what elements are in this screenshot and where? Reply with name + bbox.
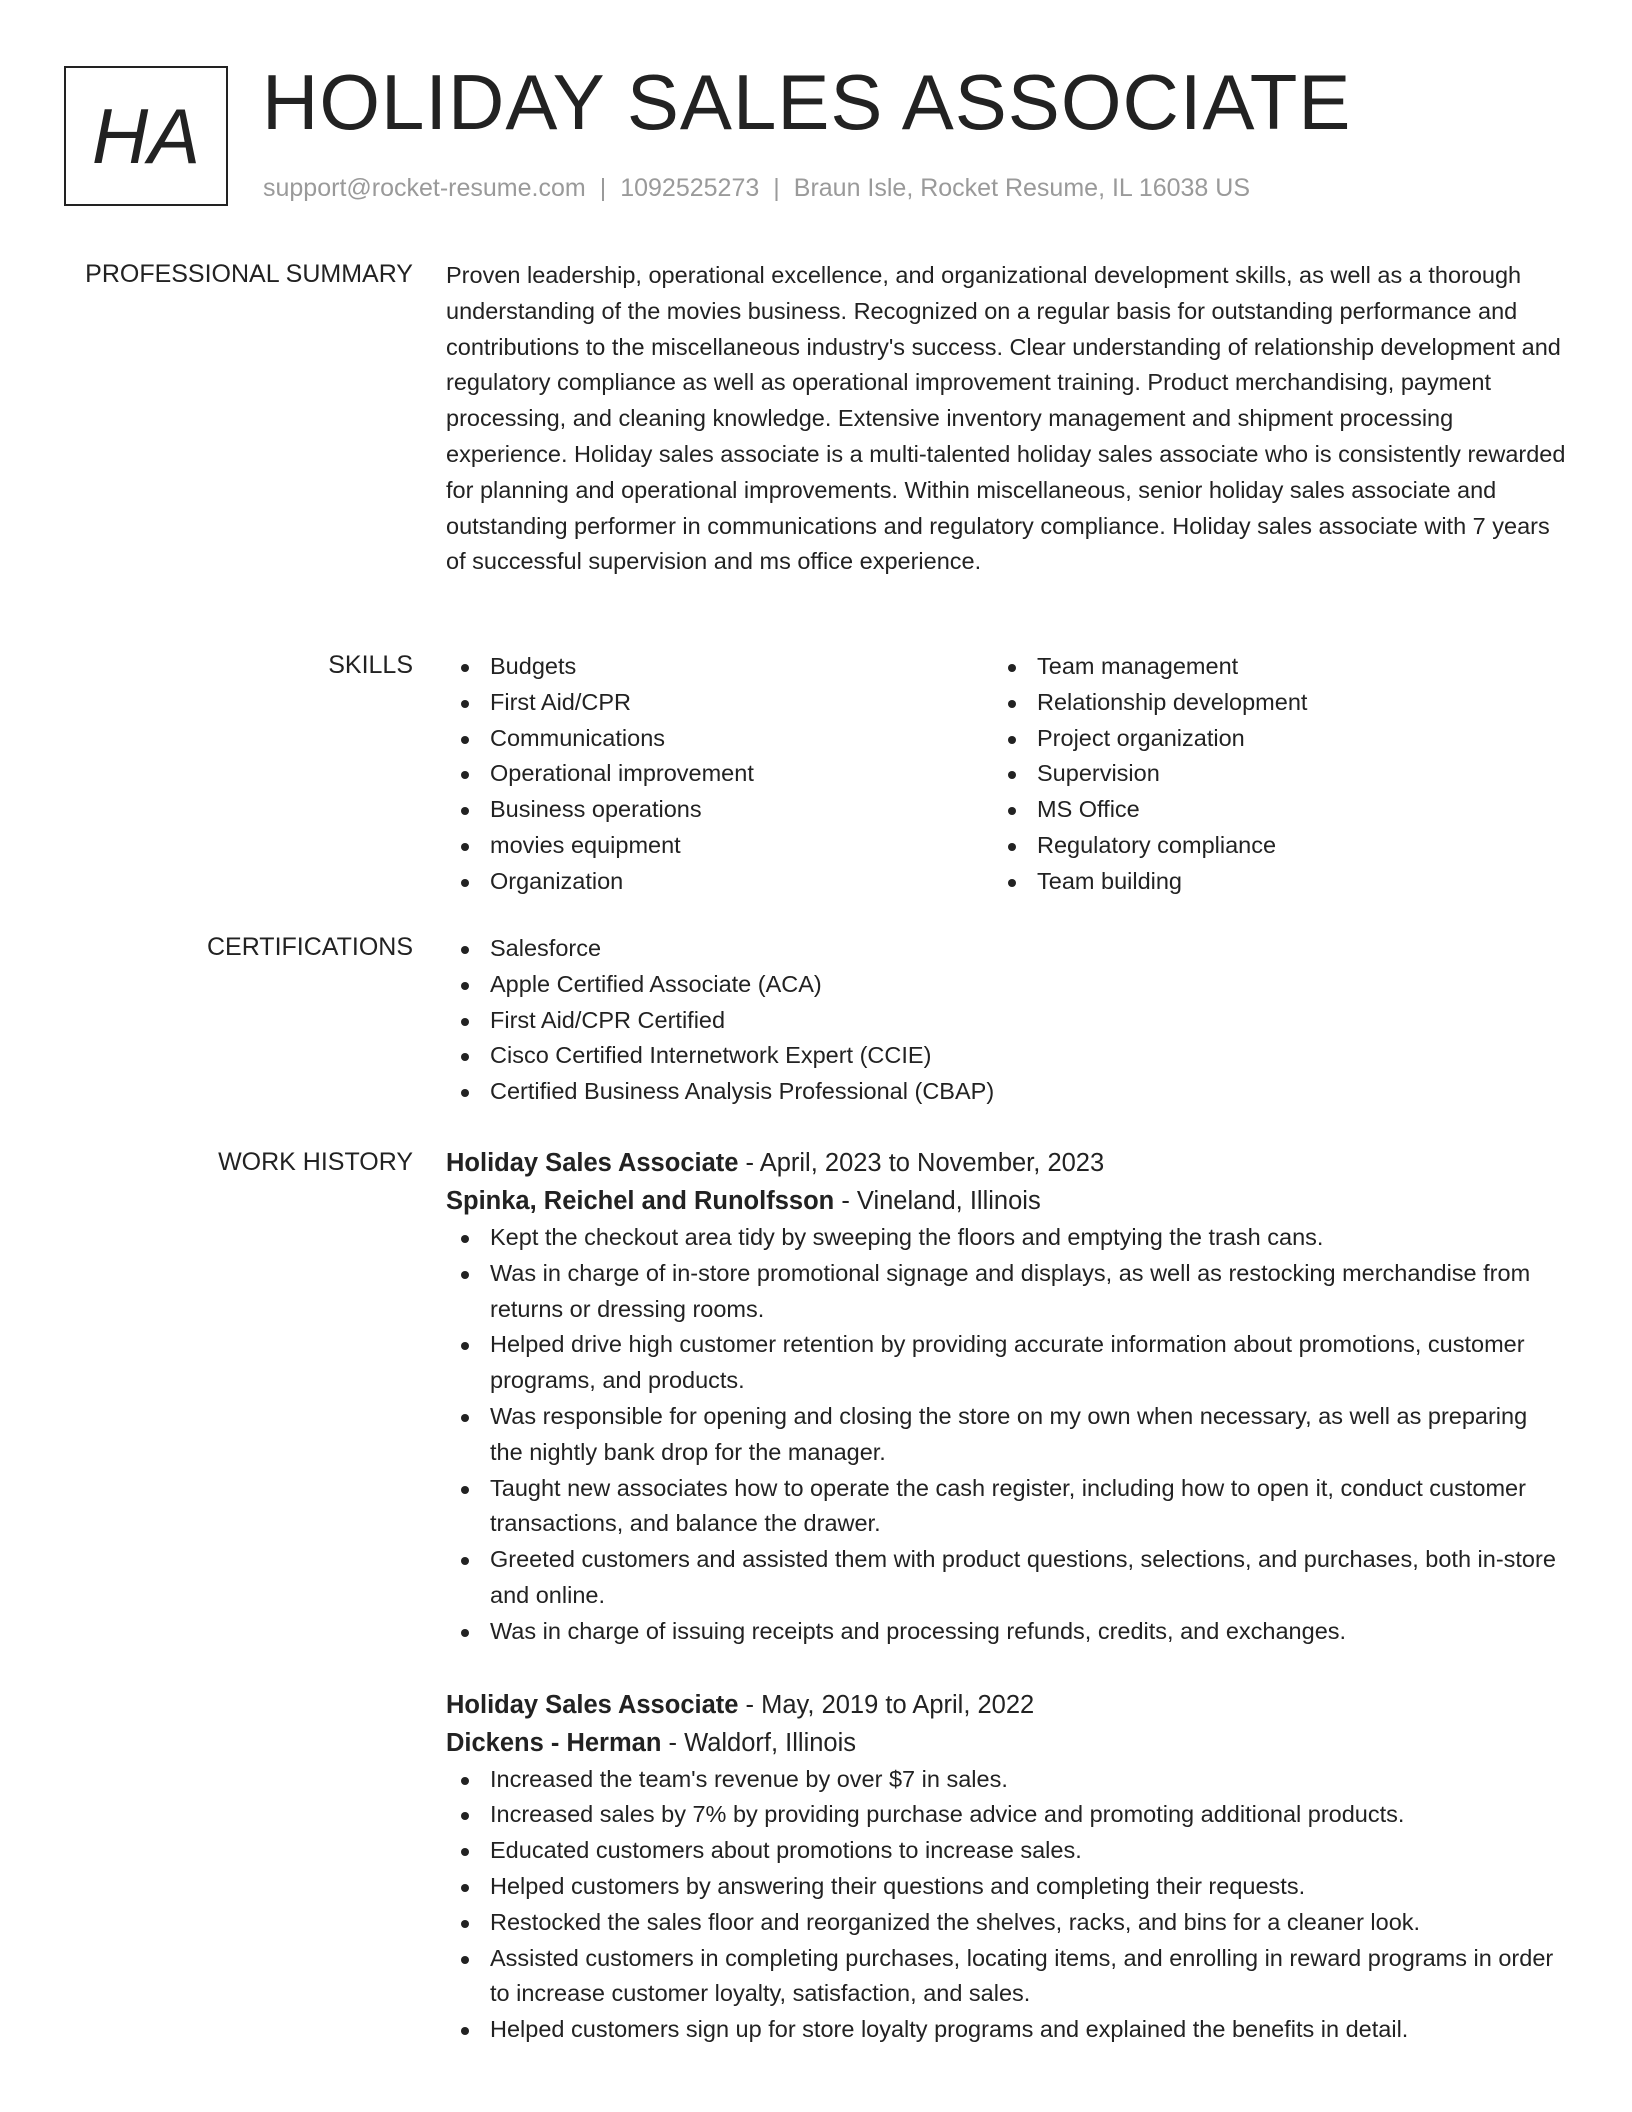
job-duty-item: Kept the checkout area tidy by sweeping the floors and emptying the trash cans.	[446, 1220, 1566, 1256]
job-entry	[446, 1144, 1566, 1650]
skills-list-left	[446, 649, 993, 900]
skill-item: Regulatory compliance	[993, 828, 1540, 864]
job-duty-item: Was in charge of in-store promotional signage and displays, as well as restocking merchandise from returns or dressing rooms.	[446, 1256, 1566, 1328]
contact-phone[interactable]: 1092525273	[620, 174, 760, 202]
job-title-line	[446, 1686, 1566, 1724]
job-title: Holiday Sales Associate	[446, 1690, 739, 1719]
job-duties-list	[446, 1762, 1566, 2048]
job-location: - Vineland, Illinois	[834, 1187, 1041, 1215]
job-title-line	[446, 1144, 1566, 1182]
certification-item: Certified Business Analysis Professional (CBAP)	[446, 1074, 1566, 1110]
job-duty-item: Helped customers sign up for store loyalty programs and explained the benefits in detail.	[446, 2012, 1566, 2048]
skill-item: Organization	[446, 864, 993, 900]
job-company: Spinka, Reichel and Runolfsson	[446, 1187, 835, 1215]
job-duty-item: Helped customers by answering their questions and completing their requests.	[446, 1869, 1566, 1905]
job-location: - Waldorf, Illinois	[661, 1728, 857, 1757]
skill-item: Operational improvement	[446, 756, 993, 792]
skill-item: Team building	[993, 864, 1540, 900]
skill-item: Relationship development	[993, 685, 1540, 721]
summary-body	[446, 258, 1566, 580]
job-entry	[446, 1686, 1566, 2048]
certifications-label: CERTIFICATIONS	[206, 933, 413, 961]
job-duty-item: Assisted customers in completing purchases, locating items, and enrolling in reward programs in order to increase customer loyalty, satisfaction, and sales.	[446, 1941, 1566, 2013]
skill-item: Communications	[446, 721, 993, 757]
summary-text: Proven leadership, operational excellence, and organizational development skills, as well as a thorough understanding of the movies business. Recognized on a regular basis for outstanding performance and contributions to the miscellaneous industry's success. Clear understanding of relationship development and regulatory compliance as well as operational improvement training. Product merchandising, payment processing, and cleaning knowledge. Extensive inventory management and shipment processing experience. Holiday sales associate is a multi-talented holiday sales associate who is consistently rewarded for planning and operational improvements. Within miscellaneous, senior holiday sales associate and outstanding performer in communications and regulatory compliance. Holiday sales associate with 7 years of successful supervision and ms office experience.	[446, 262, 1566, 575]
job-duty-item: Was in charge of issuing receipts and processing refunds, credits, and exchanges.	[446, 1614, 1566, 1650]
skill-item: MS Office	[993, 792, 1540, 828]
job-company-line	[446, 1182, 1566, 1220]
job-duty-item: Restocked the sales floor and reorganized the shelves, racks, and bins for a cleaner look.	[446, 1905, 1566, 1941]
job-dates: - May, 2019 to April, 2022	[738, 1690, 1035, 1719]
certification-item: First Aid/CPR Certified	[446, 1003, 1566, 1039]
contact-separator: |	[599, 174, 607, 202]
contact-line	[263, 174, 1250, 203]
job-duty-item: Educated customers about promotions to increase sales.	[446, 1833, 1566, 1869]
certifications-list	[446, 931, 1566, 1110]
skill-item: First Aid/CPR	[446, 685, 993, 721]
skill-item: Supervision	[993, 756, 1540, 792]
skill-item: movies equipment	[446, 828, 993, 864]
job-duty-item: Taught new associates how to operate the cash register, including how to open it, conduct customer transactions, and balance the drawer.	[446, 1471, 1566, 1543]
job-duty-item: Was responsible for opening and closing the store on my own when necessary, as well as preparing the nightly bank drop for the manager.	[446, 1399, 1566, 1471]
certification-item: Salesforce	[446, 931, 1566, 967]
job-duty-item: Greeted customers and assisted them with product questions, selections, and purchases, both in-store and online.	[446, 1542, 1566, 1614]
job-dates: - April, 2023 to November, 2023	[738, 1149, 1105, 1177]
skill-item: Budgets	[446, 649, 993, 685]
certification-item: Cisco Certified Internetwork Expert (CCIE)	[446, 1038, 1566, 1074]
contact-email[interactable]: support@rocket-resume.com	[263, 174, 586, 202]
skills-list-right	[993, 649, 1540, 900]
certification-item: Apple Certified Associate (ACA)	[446, 967, 1566, 1003]
contact-separator: |	[773, 174, 780, 202]
summary-label: PROFESSIONAL SUMMARY	[85, 260, 413, 288]
resume-title: HOLIDAY SALES ASSOCIATE	[262, 58, 1352, 146]
skills-body	[446, 649, 1566, 900]
work-history-body	[446, 1144, 1566, 2048]
job-company: Dickens - Herman	[446, 1728, 662, 1757]
contact-address: Braun Isle, Rocket Resume, IL 16038 US	[793, 174, 1251, 202]
job-duty-item: Increased sales by 7% by providing purchase advice and promoting additional products.	[446, 1797, 1566, 1833]
skill-item: Project organization	[993, 721, 1540, 757]
skill-item: Business operations	[446, 792, 993, 828]
job-title: Holiday Sales Associate	[446, 1149, 739, 1177]
certifications-body	[446, 931, 1566, 1110]
skill-item: Team management	[993, 649, 1540, 685]
monogram-logo: HA	[64, 66, 228, 206]
job-duties-list	[446, 1220, 1566, 1650]
skills-label: SKILLS	[328, 651, 413, 679]
job-company-line	[446, 1724, 1566, 1762]
work-history-label: WORK HISTORY	[218, 1148, 413, 1176]
job-duty-item: Increased the team's revenue by over $7 in sales.	[446, 1762, 1566, 1798]
job-duty-item: Helped drive high customer retention by providing accurate information about promotions, customer programs, and products.	[446, 1327, 1566, 1399]
